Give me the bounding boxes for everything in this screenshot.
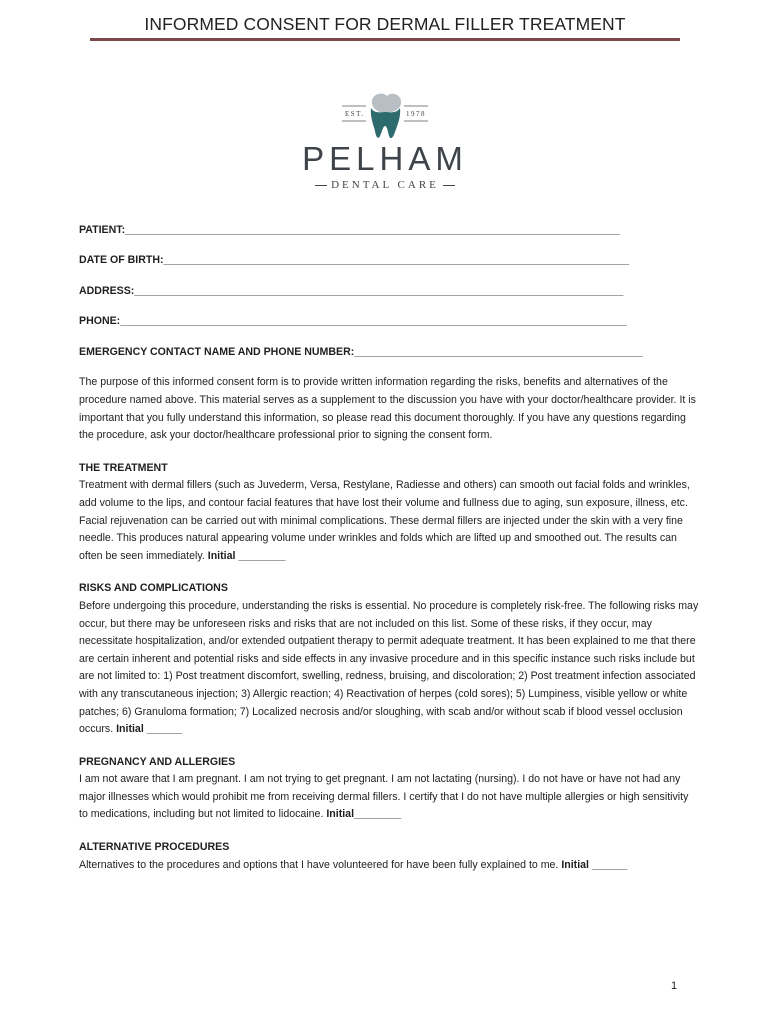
field-blank-line[interactable]: _______________________________________________________________________________ [163, 254, 629, 267]
intro-paragraph: The purpose of this informed consent form is to provide written information regarding the risks, benefits and alternatives of the procedure named above. This material serves as a supplement to the discussion you have with your doctor/healthcare provider. It is important that you fully understand this information, so please read this document thoroughly. If you have any questions regarding the procedure, ask your doctor/healthcare professional prior to signing the consent form. [79, 376, 696, 442]
section-text: I am not aware that I am pregnant. I am not trying to get pregnant. I am not lactating (nursing). I do not have or have not had any major illnesses which would prohibit me from receiving dermal fillers. I certify that I do not have multiple allergies or high sensitivity to medications, including but not limited to lidocaine. [79, 773, 689, 821]
logo-brand-name: PELHAM [302, 140, 468, 177]
logo-year-text: 1978 [406, 110, 426, 118]
logo-subtitle-text: DENTAL CARE [331, 179, 439, 191]
initial-field[interactable]: Initial ________ [207, 549, 286, 562]
section-body [79, 598, 699, 739]
section-body [79, 477, 699, 565]
initial-field[interactable]: Initial ______ [561, 858, 628, 871]
field-blank-line[interactable]: ______________________________________________________________________________________ [120, 315, 627, 328]
initial-field[interactable]: Initial ______ [116, 723, 183, 736]
section-text: Treatment with dermal fillers (such as Juvederm, Versa, Restylane, Radiesse and others) can smooth out facial folds and wrinkles, add volume to the lips, and contour facial features that have lost their volume and fullness due to aging, sun exposure, illness, etc. Facial rejuvenation can be carried out with minimal complications. These dermal fillers are injected under the skin with a very fine needle. This produces natural appearing volume under wrinkles and folds which are lifted up and smoothed out. The results can often be seen immediately. [79, 479, 690, 562]
page-title: INFORMED CONSENT FOR DERMAL FILLER TREATMENT [144, 14, 626, 34]
field-label: ADDRESS: [79, 284, 135, 297]
emergency-contact-field[interactable] [79, 344, 699, 362]
section-heading: ALTERNATIVE PROCEDURES [79, 841, 230, 854]
field-blank-line[interactable]: ____________________________________________________________________________________ [125, 224, 621, 236]
field-blank-line[interactable]: _________________________________________________ [354, 345, 643, 358]
field-label: EMERGENCY CONTACT NAME AND PHONE NUMBER: [79, 345, 355, 358]
section-heading: PREGNANCY AND ALLERGIES [79, 755, 236, 768]
logo-est-text: EST. [345, 110, 365, 118]
section-heading: THE TREATMENT [79, 461, 168, 474]
initial-field[interactable]: Initial________ [326, 808, 402, 821]
title-divider [90, 38, 680, 41]
page-number: 1 [670, 980, 678, 992]
field-label: DATE OF BIRTH: [79, 254, 164, 267]
address-field[interactable] [79, 283, 699, 301]
section-body [79, 771, 699, 824]
section-text: Before undergoing this procedure, understanding the risks is essential. No procedure is completely risk-free. The following risks may occur, but there may be unforeseen risks and risks that are not included on this list. Some of these risks, if they occur, may necessitate hospitalization, and/or extended outpatient therapy to permit adequate treatment. It has been explained to me that there are certain inherent and potential risks and side effects in any invasive procedure and in this specific instance such risks include but are not limited to: 1) Post treatment discomfort, swelling, redness, bruising, and discoloration; 2) Post treatment infection associated with any transcutaneous injection; 3) Allergic reaction; 4) Reactivation of herpes (cold sores); 5) Lumpiness, visible yellow or white patches; 6) Granuloma formation; 7) Localized necrosis and/or sloughing, with scab and/or without scab if blood vessel occlusion occurs. [79, 599, 699, 736]
section-text: Alternatives to the procedures and options that I have volunteered for have been fully explained to me. [79, 858, 562, 871]
section-treatment [79, 460, 699, 566]
section-alternatives [79, 839, 699, 874]
section-body [79, 857, 699, 875]
field-label: PHONE: [79, 315, 121, 328]
phone-field[interactable] [79, 313, 699, 331]
section-risks [79, 580, 699, 738]
field-label: PATIENT: [79, 224, 126, 236]
patient-field[interactable] [79, 222, 699, 240]
date-of-birth-field[interactable] [79, 252, 699, 270]
consent-form-body [79, 222, 699, 889]
field-blank-line[interactable]: ___________________________________________________________________________________ [134, 284, 624, 297]
logo-brand-subtitle [300, 179, 470, 191]
section-heading: RISKS AND COMPLICATIONS [79, 582, 228, 595]
section-pregnancy [79, 754, 699, 824]
